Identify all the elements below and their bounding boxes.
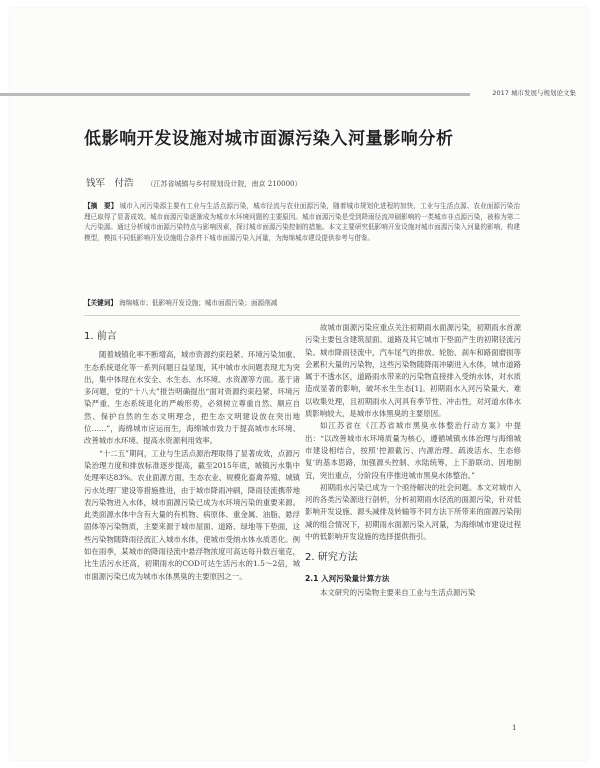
- abstract-label: 【摘 要】: [84, 202, 118, 210]
- author-affiliation: （江苏省城镇与乡村规划设计院，南京 210000）: [146, 180, 302, 188]
- body-column-left: [84, 322, 300, 583]
- running-head-label: 2017 城市发展与规划论文集: [492, 89, 576, 97]
- paragraph: 初期雨水污染已成为一个亟待解决的社会问题。本文对城市入河的各类污染源进行剖析，分析初期雨水径流的面源污染，针对低影响开发设施、源头减排及转输等不同方法下所带来的面源污染削减的组合情况下，初期雨水面源污染入河量，为海绵城市建设过程中的低影响开发设施的选择提供指引。: [305, 482, 521, 542]
- paragraph: 本文研究的污染物主要来自工业与生活点源污染: [320, 587, 476, 597]
- author-names: 钱军 付浩: [86, 178, 134, 189]
- paper-title: 低影响开发设施对城市面源污染入河量影响分析: [84, 129, 454, 149]
- abstract-text: 城市入河污染源主要有工业与生活点源污染，城市径流与农业面源污染，随着城市规划化进程的加快，工业与生活点源、农业面源污染治理已取得了显著成效。城市面源污染逐渐成为城市水环境问题的主要原因。城市面源污染是受到降雨径流冲刷影响的一类城市非点源污染，被称为第二大污染源。通过分析城市面源污染特点与影响因素，探讨城市面源污染控制的措施。本文主要研究低影响开发设施对城市面源污染入河量的影响，构建模型，模拟不同低影响开发设施组合条件下城市面源污染入河量，为海绵城市建设提供参考与借鉴。: [84, 202, 521, 242]
- abstract: [84, 201, 520, 243]
- section-heading-intro: 1. 前言: [84, 331, 117, 342]
- running-head: [0, 88, 588, 102]
- keywords: [84, 298, 520, 308]
- page-number: 1: [512, 724, 517, 732]
- paragraph: 如江苏省在《江苏省城市黑臭水体整治行动方案》中提出：“以改善城市水环境质量为核心，遵循城镇水体治理与海绵城市建设相结合，按照‘控源截污、内源治理、疏浚活水、生态修复’的基本思路，加强源头控制、水陆统筹，上下游联动、因地制宜，突出重点，分阶段有序推进城市黑臭水体整治。”: [305, 421, 521, 480]
- paragraph: 随着城镇化率不断增高，城市资源约束趋紧、环境污染加重、生态系统退化等一系列问题日益显现，其中城市水问题表现尤为突出，集中体现在水安全、水生态、水环境、水资源等方面。基于诸多问题，党的“十八大”报告明确提出“面对资源约束趋紧、环境污染严重、生态系统退化的严峻形势，必须树立尊重自然、顺应自然、保护自然的生态文明理念，把生态文明建设放在突出地位……”，海绵城市应运而生，海绵城市致力于提高城市水环境、改善城市水环境、提高水资源利用效率。: [84, 350, 300, 446]
- keywords-text: 海绵城市；低影响开发设施；城市面源污染；面源削减: [119, 299, 278, 307]
- keywords-label: 【关键词】: [84, 299, 117, 307]
- paragraph: 故城市面源污染应重点关注初期雨水面源污染，初期雨水首源污染主要包含建筑屋面、道路及其它城市下垫面产生的初期径流污染。城市降雨径流中，汽车尾气的排放、轮胎、刹车和路面磨损等会累积大量的污染物，这些污染物随降雨冲刷进入水体，城市道路属于不透水区，道路雨水带来的污染物直接排入受纳水体，对水质造成显著的影响，破坏水生生态[1]。初期雨水入河污染量大、难以收集处理，且初期雨水入河具有季节性、冲击性，对河道水体水质影响较大，是城市水体黑臭的主要原因。: [305, 323, 521, 419]
- body-column-right: [305, 322, 521, 599]
- subsection-heading: 2.1 入河污染量计算方法: [305, 573, 390, 583]
- running-head-bar: [0, 93, 470, 96]
- paragraph: “十二五”期间，工业与生活点源治理取得了显著成效，点源污染治理力度和排放标准逐步提高，截至2015年底，城镇污水集中处理率达83%。农业面源方面，生态农业、规模化畜禽养殖、城镇污水处理厂建设等措施推进，由于城市降雨冲刷，降雨径流携带地表污染物进入水体，城市面源污染已成为水环境污染的重要来源。此类面源水体中含有大量的有机物、病原体、重金属、油脂、悬浮固体等污染物质，主要来源于城市屋面、道路、绿地等下垫面，这些污染物随降雨径流汇入城市水体，使城市受纳水体水质恶化。例如在雨季，某城市的降雨径流中悬浮物浓度可高达每升数百毫克，比生活污水还高，初期雨水的COD可达生活污水的1.5～2倍，城市面源污染已成为城市水体黑臭的主要原因之一。: [84, 448, 300, 581]
- header-divider: [84, 315, 520, 316]
- section-heading-method: 2. 研究方法: [305, 552, 358, 564]
- author-line: [86, 175, 506, 189]
